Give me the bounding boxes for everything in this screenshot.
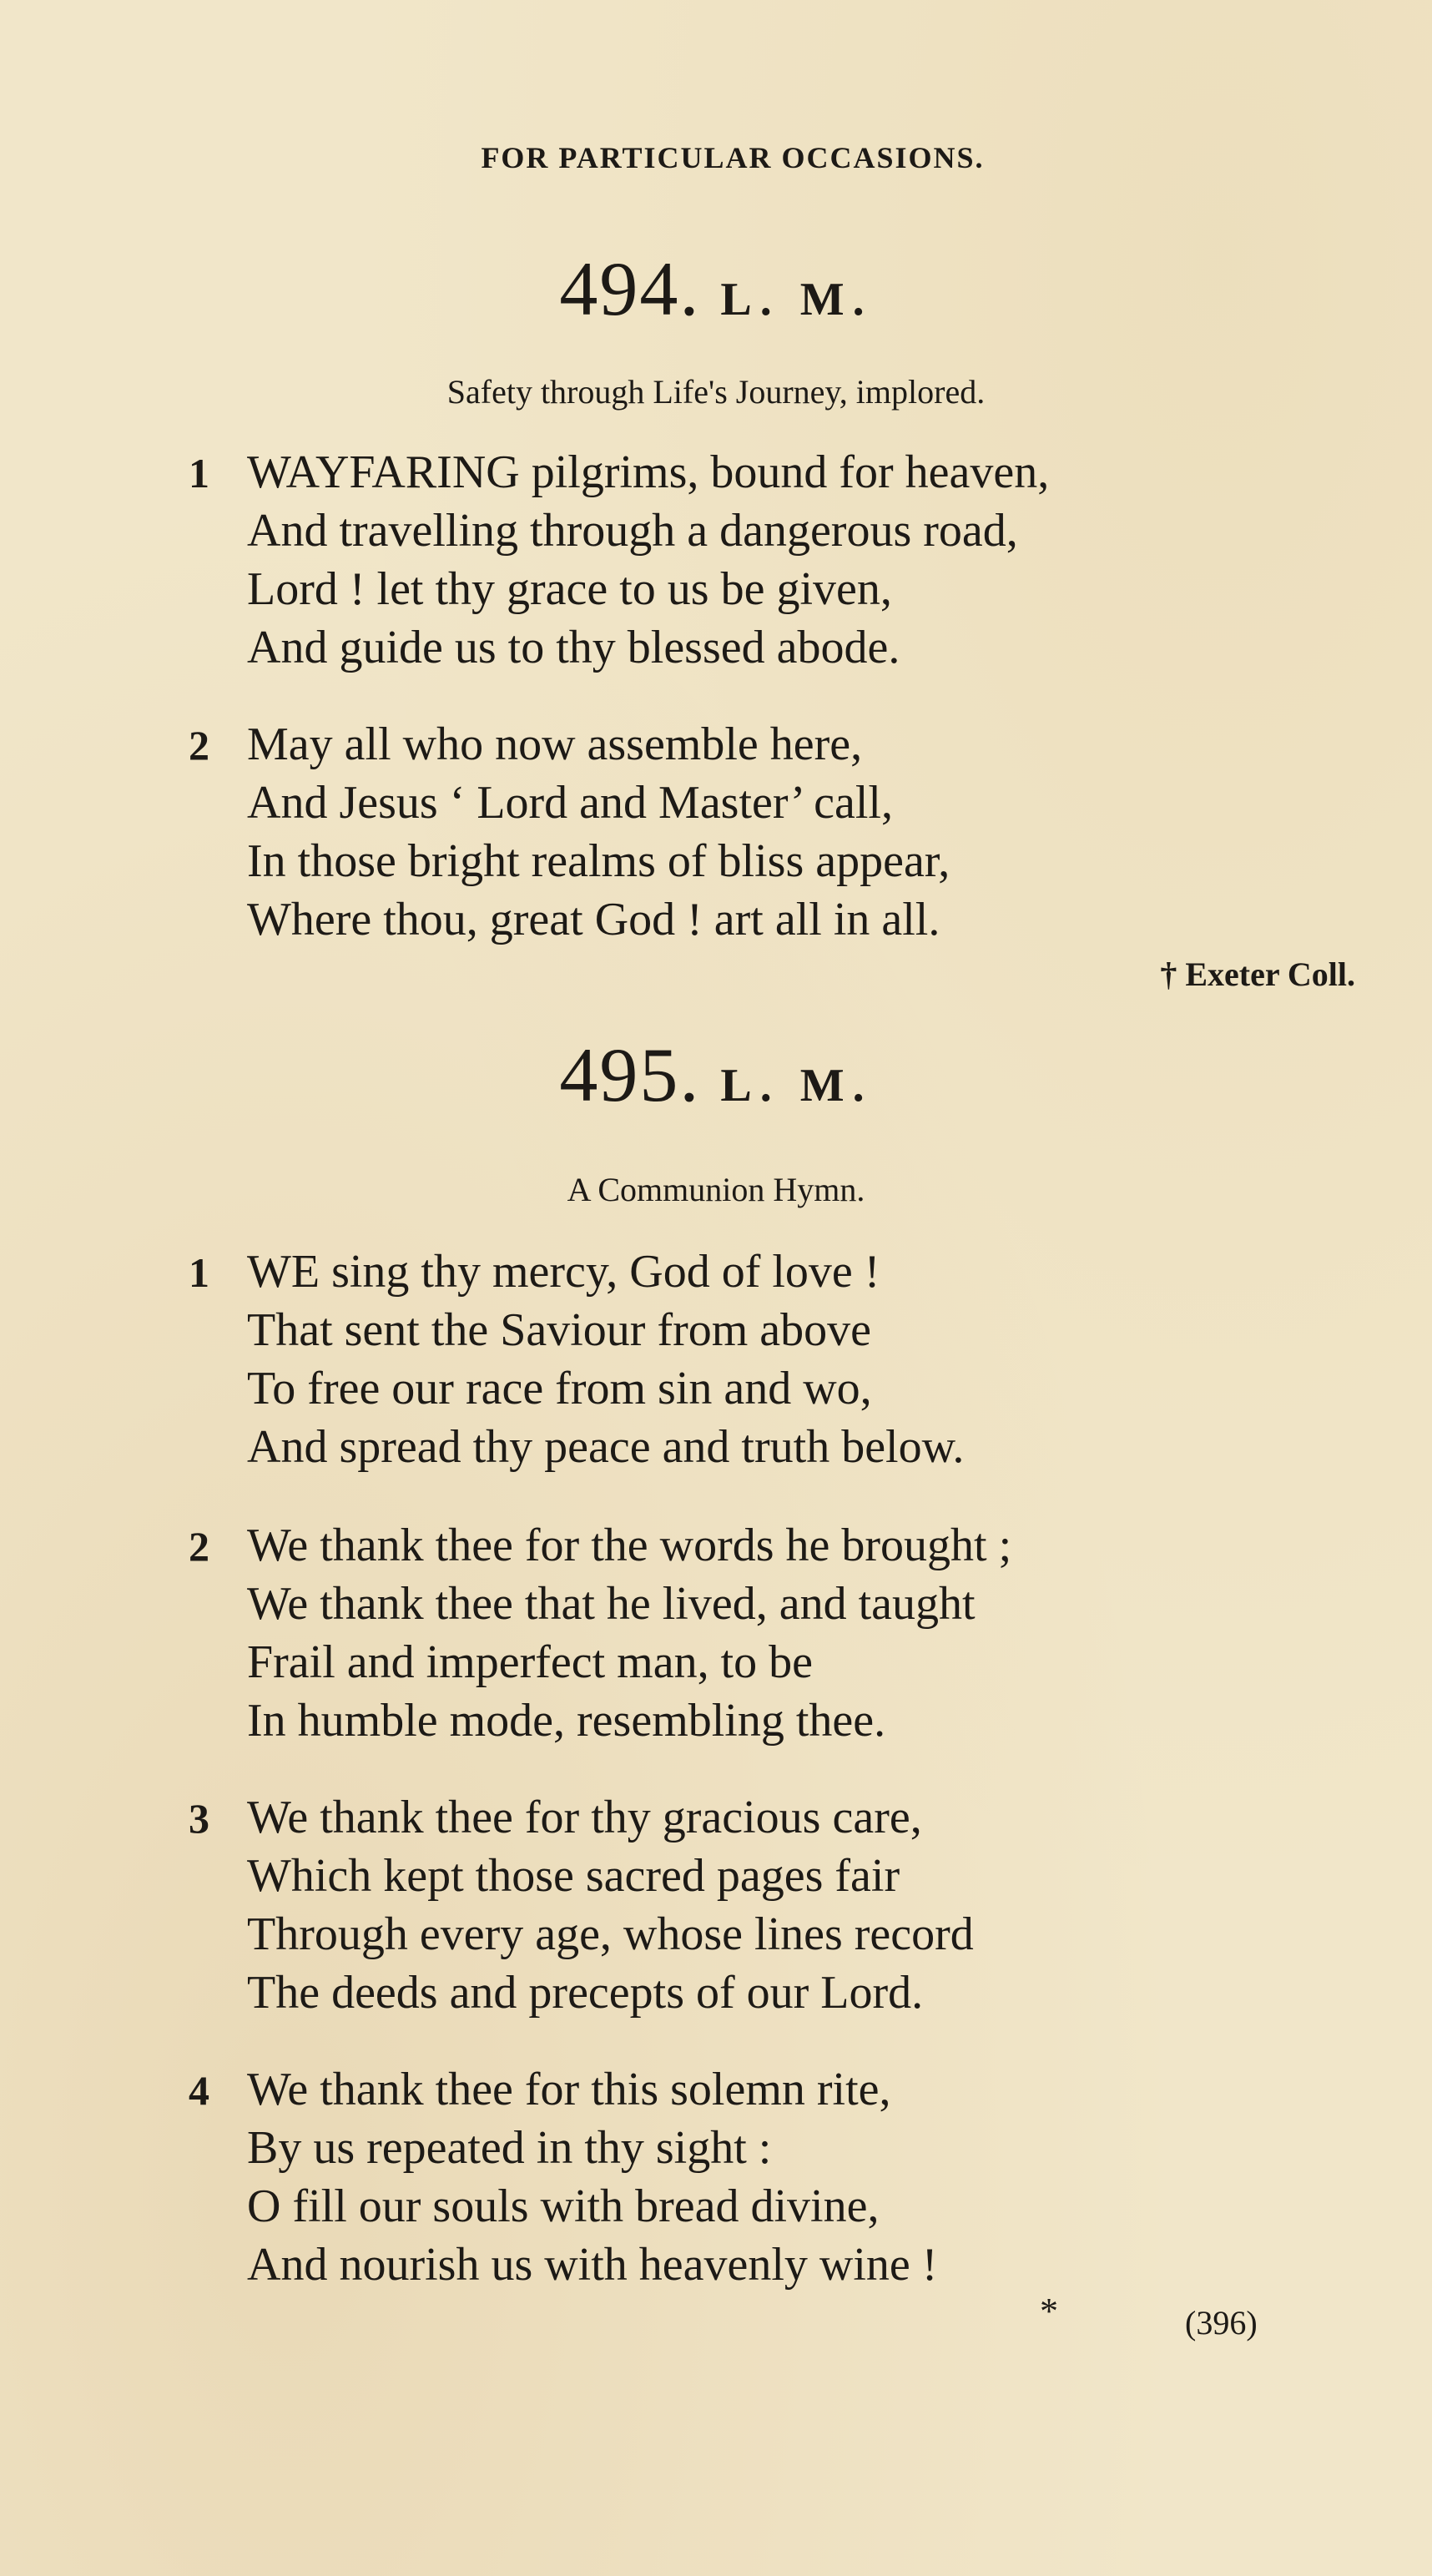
verse-line: In those bright realms of bliss appear, xyxy=(247,835,950,887)
verse-line: Which kept those sacred pages fair xyxy=(247,1850,900,1902)
verse-line: Through every age, whose lines record xyxy=(247,1908,974,1960)
verse-line: We thank thee for this solemn rite, xyxy=(247,2064,891,2115)
verse-line: We thank thee that he lived, and taught xyxy=(247,1578,976,1630)
hymn-title: A Communion Hymn. xyxy=(567,1171,865,1208)
attribution: † Exeter Coll. xyxy=(1160,955,1355,993)
running-head: FOR PARTICULAR OCCASIONS. xyxy=(481,141,985,174)
stanza-number: 3 xyxy=(189,1795,209,1842)
hymn-meter: L. M. xyxy=(720,1060,873,1112)
verse-line: May all who now assemble here, xyxy=(247,718,863,770)
verse-line: Lord ! let thy grace to us be given, xyxy=(247,563,892,615)
signature-mark: * xyxy=(1040,2291,1058,2332)
verse-line: WAYFARING pilgrims, bound for heaven, xyxy=(247,446,1050,498)
verse-line: And nourish us with heavenly wine ! xyxy=(247,2239,938,2291)
hymn-meter: L. M. xyxy=(720,274,873,325)
stanza-number: 1 xyxy=(189,1249,209,1296)
verse-line: Frail and imperfect man, to be xyxy=(247,1636,813,1688)
stanza-number: 1 xyxy=(189,450,209,497)
verse-line: That sent the Saviour from above xyxy=(247,1304,872,1356)
hymn-number: 495. xyxy=(559,1032,701,1117)
verse-line: And travelling through a dangerous road, xyxy=(247,505,1018,557)
hymn-number-heading xyxy=(0,246,1432,331)
verse-line: In humble mode, resembling thee. xyxy=(247,1695,886,1747)
hymn-number-heading xyxy=(0,1032,1432,1117)
verse-line: And spread thy peace and truth below. xyxy=(247,1421,965,1473)
verse-line: We thank thee for the words he brought ; xyxy=(247,1520,1012,1571)
hymn-title: Safety through Life's Journey, implored. xyxy=(446,373,986,411)
verse-line: We thank thee for thy gracious care, xyxy=(247,1792,922,1843)
verse-line: WE sing thy mercy, God of love ! xyxy=(247,1246,880,1298)
stanza-number: 2 xyxy=(189,722,209,769)
verse-line: And guide us to thy blessed abode. xyxy=(247,622,900,673)
verse-line: The deeds and precepts of our Lord. xyxy=(247,1967,924,2019)
stanza-number: 4 xyxy=(189,2067,209,2114)
verse-line: By us repeated in thy sight : xyxy=(247,2122,772,2174)
verse-line: Where thou, great God ! art all in all. xyxy=(247,894,940,945)
stanza-number: 2 xyxy=(189,1523,209,1570)
verse-line: And Jesus ‘ Lord and Master’ call, xyxy=(247,777,893,829)
verse-line: O fill our souls with bread divine, xyxy=(247,2180,880,2232)
verse-line: To free our race from sin and wo, xyxy=(247,1363,872,1414)
page-number: (396) xyxy=(1185,2304,1258,2342)
hymn-number: 494. xyxy=(559,246,701,331)
